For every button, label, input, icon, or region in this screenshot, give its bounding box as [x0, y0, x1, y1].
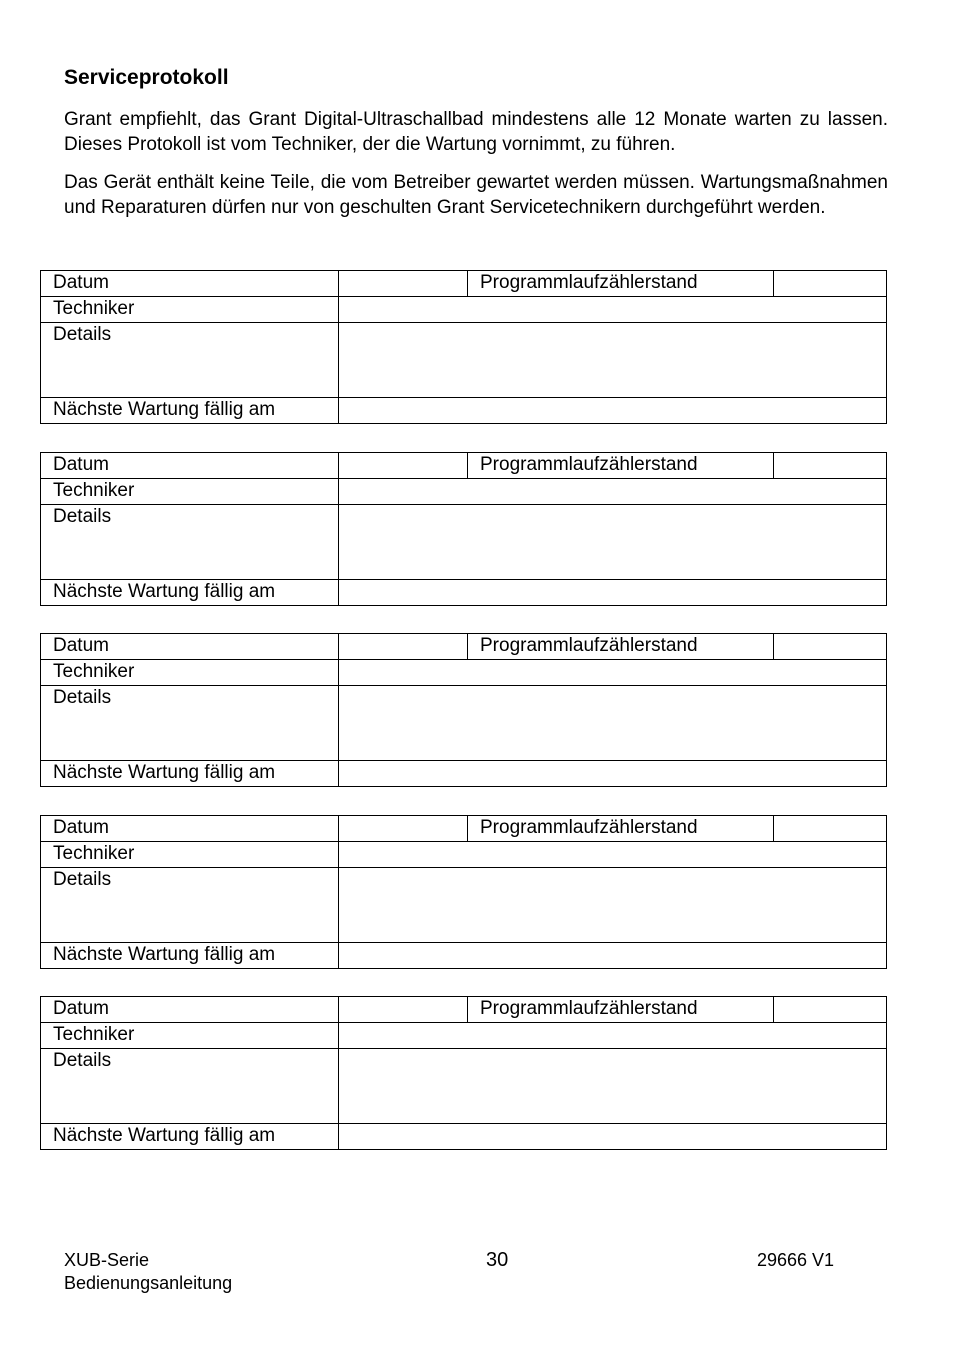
details-field[interactable] [339, 323, 887, 398]
label-techniker: Techniker [41, 479, 339, 505]
datum-field[interactable] [339, 271, 468, 297]
label-details: Details [41, 868, 339, 943]
label-next-service: Nächste Wartung fällig am [41, 580, 339, 606]
next-service-field[interactable] [339, 943, 887, 969]
page-title: Serviceprotokoll [64, 66, 229, 89]
intro-paragraph: Grant empfiehlt, das Grant Digital-Ultraschallbad mindestens alle 12 Monate warten zu lassen. Dieses Protokoll ist vom Techniker, der die Wartung vornimmt, zu führen. [64, 109, 888, 155]
datum-field[interactable] [339, 816, 468, 842]
label-counter: Programmlaufzählerstand [468, 634, 774, 660]
next-service-field[interactable] [339, 580, 887, 606]
label-counter: Programmlaufzählerstand [468, 271, 774, 297]
techniker-field[interactable] [339, 297, 887, 323]
footer-manual: Bedienungsanleitung [64, 1273, 233, 1293]
label-techniker: Techniker [41, 842, 339, 868]
details-field[interactable] [339, 505, 887, 580]
service-log-table-1 [40, 270, 887, 424]
label-counter: Programmlaufzählerstand [468, 816, 774, 842]
datum-field[interactable] [339, 634, 468, 660]
counter-field[interactable] [774, 816, 887, 842]
page-number: 30 [486, 1249, 509, 1271]
counter-field[interactable] [774, 271, 887, 297]
label-counter: Programmlaufzählerstand [468, 997, 774, 1023]
maintenance-paragraph: Das Gerät enthält keine Teile, die vom Betreiber gewartet werden müssen. Wartungsmaßnahmen und Reparaturen dürfen nur von geschulten Grant Servicetechnikern durchgeführt werden. [64, 172, 888, 218]
label-details: Details [41, 505, 339, 580]
datum-field[interactable] [339, 997, 468, 1023]
label-details: Details [41, 323, 339, 398]
label-techniker: Techniker [41, 660, 339, 686]
techniker-field[interactable] [339, 1023, 887, 1049]
label-next-service: Nächste Wartung fällig am [41, 398, 339, 424]
service-log-table-2 [40, 452, 887, 606]
label-techniker: Techniker [41, 1023, 339, 1049]
details-field[interactable] [339, 868, 887, 943]
details-field[interactable] [339, 686, 887, 761]
next-service-field[interactable] [339, 1124, 887, 1150]
footer-left [64, 1249, 232, 1295]
next-service-field[interactable] [339, 398, 887, 424]
service-log-table-4 [40, 815, 887, 969]
footer-series: XUB-Serie [64, 1250, 150, 1270]
label-datum: Datum [41, 271, 339, 297]
label-details: Details [41, 1049, 339, 1124]
counter-field[interactable] [774, 634, 887, 660]
techniker-field[interactable] [339, 479, 887, 505]
service-log-table-3 [40, 633, 887, 787]
label-datum: Datum [41, 816, 339, 842]
label-details: Details [41, 686, 339, 761]
service-log-table-5 [40, 996, 887, 1150]
next-service-field[interactable] [339, 761, 887, 787]
counter-field[interactable] [774, 453, 887, 479]
label-datum: Datum [41, 997, 339, 1023]
label-counter: Programmlaufzählerstand [468, 453, 774, 479]
document-id: 29666 V1 [757, 1250, 835, 1270]
label-next-service: Nächste Wartung fällig am [41, 761, 339, 787]
label-datum: Datum [41, 634, 339, 660]
label-next-service: Nächste Wartung fällig am [41, 943, 339, 969]
techniker-field[interactable] [339, 660, 887, 686]
label-next-service: Nächste Wartung fällig am [41, 1124, 339, 1150]
details-field[interactable] [339, 1049, 887, 1124]
techniker-field[interactable] [339, 842, 887, 868]
label-techniker: Techniker [41, 297, 339, 323]
counter-field[interactable] [774, 997, 887, 1023]
datum-field[interactable] [339, 453, 468, 479]
label-datum: Datum [41, 453, 339, 479]
